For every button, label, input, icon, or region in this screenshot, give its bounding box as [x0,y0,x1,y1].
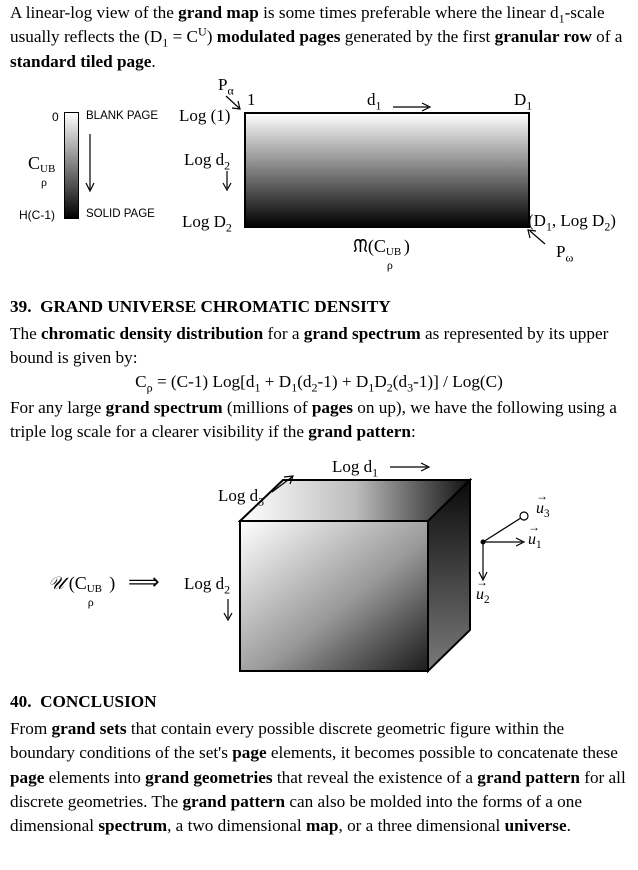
legend-c-letter: C [28,153,41,173]
cube-front-face [240,521,428,671]
u3-sub: 3 [544,508,550,521]
intro-subscript: 1 [558,11,565,26]
p-omega-arrow-icon [526,228,548,246]
paragraph-text: . [566,816,571,836]
unit-vector-u2 [476,575,490,607]
u2-sub: 2 [484,594,490,607]
p-alpha-sub: α [227,83,234,98]
map-script-symbol: ᙏ [353,236,368,257]
bold-term: grand geometries [145,767,273,787]
universe-c: C [74,573,87,593]
paragraph-text: , a two dimensional [167,816,306,836]
paragraph-text: on up), we have the following using a triple log scale for a clearer visibility if the [10,398,617,442]
legend-c-sub: ρ [41,175,48,189]
legend-solid-label: SOLID PAGE [86,208,155,220]
universe-c-sub: ρ [87,595,94,609]
map-d1-sub: 1 [375,98,382,113]
paragraph-text: (millions of [222,398,312,417]
bold-term: grand sets [51,719,127,738]
intro-text: ) [206,27,217,47]
formula-text: -1)] / Log(C) [413,372,503,391]
p-alpha-letter: P [218,75,228,94]
legend-c-sup: UB [40,163,56,175]
paragraph-text: for all discrete geometries. The [10,767,626,811]
vector-arrow-icon: → [528,520,540,534]
chromatic-density-formula [10,372,628,395]
map-symbol-label [353,236,410,272]
legend-gradient-bar [64,112,80,220]
paragraph-text: that reveal the existence of a [272,767,478,787]
p-omega-sub: ω [565,250,574,265]
intro-text: generated by the first [340,27,495,47]
bold-term: page [232,743,267,763]
intro-text: A linear-log view of the [10,3,179,22]
intro-bold-term: standard tiled page [10,51,152,71]
bold-term: grand spectrum [303,324,421,343]
formula-text: C [135,372,147,391]
vector-arrow-icon: → [536,489,548,503]
map-symbol-c-sup: UB [385,246,402,258]
paragraph-text: as represented by its upper bound is given by: [10,324,609,368]
paragraph-text: From [10,719,52,738]
legend-down-arrow-icon [84,133,96,195]
cube-down-arrow-icon [222,598,234,622]
cube-logd2-sub: 2 [224,582,231,597]
intro-bold-term: grand map [178,3,259,22]
intro-bold-term: modulated pages [216,27,341,47]
cube-logd1-text: Log d [332,457,373,476]
section-number: 40. [10,692,32,711]
intro-text: = C [168,27,199,47]
section-title: CONCLUSION [40,692,157,711]
u1-sub: 1 [536,539,542,552]
map-one-label: 1 [247,90,256,109]
map-corner-text: ) [610,211,616,230]
bold-term: spectrum [98,816,168,836]
intro-text: . [151,51,156,71]
universe-symbol-label [48,573,116,609]
paragraph-text: The [10,324,42,343]
intro-subscript: 1 [162,35,169,50]
formula-text: (d [297,372,312,391]
map-d1-label [367,90,382,113]
paragraph-text: , or a three dimensional [338,816,505,836]
paragraph-text: for a [263,324,304,343]
map-corner-sub: 2 [604,219,611,234]
section-39-paragraph-2 [10,396,632,445]
map-logD2-sub: 2 [225,220,232,235]
universe-paren: ) [104,573,116,593]
map-corner-text: (D [528,211,546,230]
formula-sub: 1 [254,380,261,395]
unit-vectors-diagram [474,506,534,586]
map-logd2-label [184,150,231,173]
bold-term: grand pattern [477,767,580,787]
formula-sub: 1 [368,380,375,395]
formula-text: (d [392,372,408,391]
map-symbol-paren: ( [367,236,374,256]
cube-logd2-label [184,574,231,597]
map-symbol-paren: ) [403,236,410,256]
vector-arrow-icon: → [476,575,488,589]
bold-term: page [10,767,45,787]
formula-sub: 1 [291,380,298,395]
bold-term: chromatic density distribution [41,324,264,343]
universe-c-sup: UB [86,583,102,595]
p-omega-label [556,242,574,265]
legend-c-symbol [28,153,58,189]
bold-term: grand spectrum [105,398,223,417]
bold-term: grand pattern [182,791,286,811]
cube-logd3-label [218,486,265,509]
formula-text: + D [260,372,292,391]
bold-term: universe [504,816,567,836]
map-D1-letter: D [514,90,527,109]
map-log1-label: Log (1) [179,106,231,125]
bold-term: grand pattern [308,422,411,442]
section-39-paragraph-1 [10,322,632,371]
universe-cube [238,478,472,674]
formula-text: = (C-1) Log[d [152,372,255,391]
cube-right-arrow-icon [389,461,431,473]
paragraph-text: that contain every possible discrete geometric figure within the boundary conditions of the set's [10,719,565,763]
intro-text: is some times preferable where the linear d [258,3,559,22]
cube-logd2-text: Log d [184,574,225,593]
map-logD2-text: Log D [182,212,226,231]
paragraph-text: For any large [10,398,106,417]
paragraph-text: elements into [44,767,146,787]
legend-blank-label: BLANK PAGE [86,110,159,122]
u2-letter: u [476,586,484,603]
p-alpha-label [218,75,234,98]
universe-script-symbol: 𝒰 [48,573,65,594]
map-down-arrow-icon [221,170,233,192]
paragraph-text: elements, it becomes possible to concatenate these [266,743,618,763]
legend-top-value: 0 [52,110,59,124]
legend-bottom-value: H(C-1) [19,208,55,222]
intro-superscript: U [198,24,207,39]
section-40-heading [10,692,157,712]
map-logd2-sub: 2 [224,158,231,173]
map-corner-sub: 1 [545,219,552,234]
paragraph-text: : [410,422,416,442]
cube-logd1-label [332,457,379,480]
cube-logd3-text: Log d [218,486,259,505]
map-logD2-label [182,212,232,235]
intro-text: -scale usually reflects the (D [10,3,605,47]
intro-bold-term: granular row [494,27,592,47]
paragraph-text: can also be molded into the forms of a one dimensional [10,791,582,836]
cube-diagonal-arrow-icon [270,474,296,494]
map-corner-text: , Log D [551,211,605,230]
formula-sub: 2 [311,380,318,395]
intro-text: of a [591,27,623,47]
grand-map-gradient-rect [244,112,530,228]
formula-text: D [374,372,387,391]
map-D1-sub: 1 [526,98,533,113]
cube-logd1-sub: 1 [372,465,379,480]
u3-letter: u [536,500,544,517]
map-symbol-c: C [373,236,386,256]
map-D1-label [514,90,533,113]
formula-text: -1) + D [317,372,369,391]
p-omega-letter: P [556,242,566,261]
section-number: 39. [10,297,32,316]
map-d1-letter: d [367,90,376,109]
cube-logd3-sub: 3 [258,494,265,509]
unit-vector-u1 [528,520,542,552]
formula-sub: 3 [407,380,414,395]
map-logd2-text: Log d [184,150,225,169]
intro-paragraph [10,1,632,74]
formula-sub: 2 [386,380,393,395]
implies-arrow-icon: ⟹ [128,570,160,595]
formula-sub: ρ [146,380,153,395]
universe-paren: ( [64,573,75,593]
section-40-paragraph [10,717,632,838]
unit-vector-u3 [536,489,550,521]
bold-term: pages [311,398,353,417]
map-right-arrow-icon [392,101,432,113]
bold-term: map [305,816,339,836]
u1-letter: u [528,531,536,548]
map-symbol-c-sub: ρ [386,258,393,272]
section-39-heading [10,297,391,317]
section-title: GRAND UNIVERSE CHROMATIC DENSITY [40,297,391,316]
